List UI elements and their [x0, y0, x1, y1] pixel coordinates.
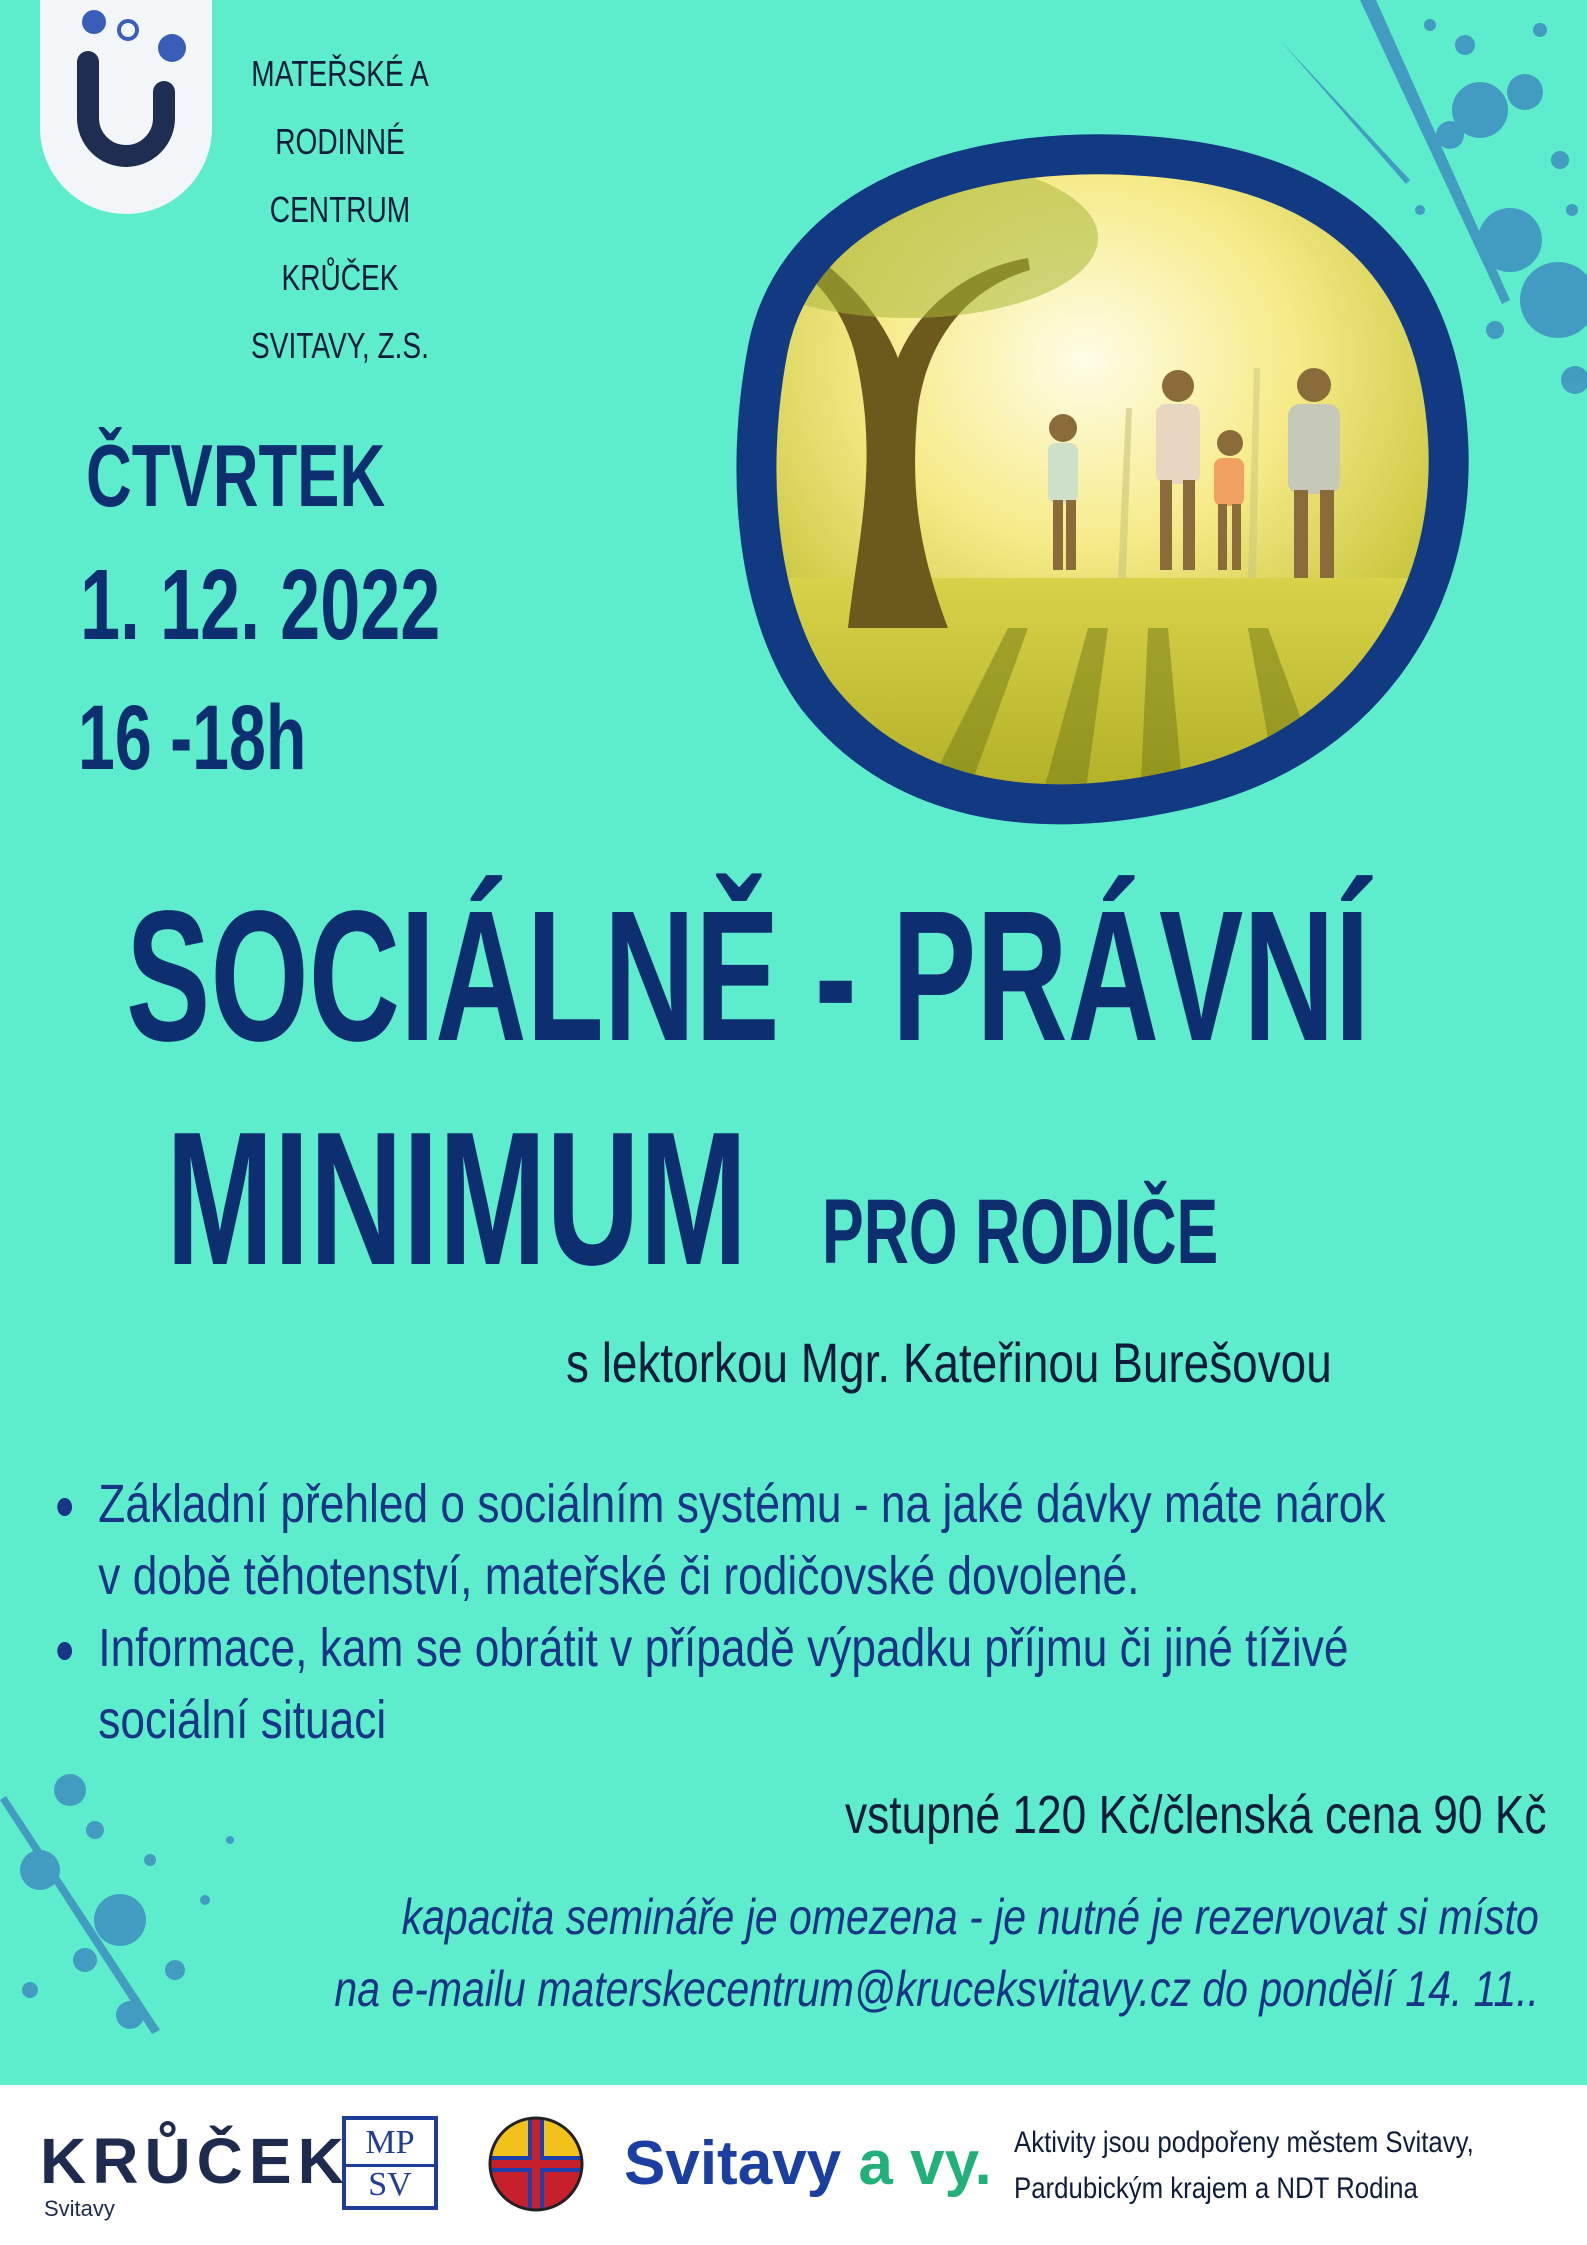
- svitavy-logo-accent: a vy.: [858, 2129, 992, 2198]
- krucek-logo-subtext: Svitavy: [44, 2196, 115, 2221]
- mpsv-logo-top: MP: [346, 2124, 434, 2167]
- kruchek-u-logo-icon: [40, 0, 212, 214]
- bullet-icon: [57, 1642, 72, 1660]
- paint-splash-bottom-left: [0, 1760, 320, 2060]
- lecturer-line: s lektorkou Mgr. Kateřinou Burešovou: [566, 1331, 1332, 1394]
- mpsv-logo-bottom: SV: [368, 2166, 412, 2203]
- svitavy-logo-main: Svitavy: [624, 2129, 842, 2198]
- krucek-logo-text: KRŮČEK: [40, 2125, 350, 2197]
- list-item: [54, 1612, 1574, 1756]
- list-item-line: sociální situaci: [98, 1690, 387, 1750]
- svitavy-a-vy-logo: [624, 2128, 992, 2199]
- title-line-1: SOCIÁLNĚ - PRÁVNÍ: [126, 873, 1370, 1080]
- bullet-icon: [57, 1498, 72, 1516]
- list-item: [54, 1468, 1574, 1612]
- org-line: KRŮČEK: [281, 257, 399, 298]
- price-info: vstupné 120 Kč/členská cena 90 Kč: [845, 1785, 1547, 1845]
- reservation-note-line-1: kapacita semináře je omezena - je nutné je rezervovat si místo: [401, 1889, 1539, 1945]
- organization-name: [243, 40, 438, 380]
- reservation-note-line-2: na e-mailu materskecentrum@kruceksvitavy.cz do pondělí 14. 11..: [334, 1961, 1539, 2017]
- org-line: SVITAVY, Z.S.: [251, 325, 429, 366]
- flag-emblem-icon: [488, 2116, 584, 2212]
- org-line: CENTRUM: [269, 189, 411, 230]
- support-line: Pardubickým krajem a NDT Rodina: [1014, 2172, 1418, 2205]
- title-suffix: PRO RODIČE: [822, 1181, 1219, 1283]
- event-day: ČTVRTEK: [86, 426, 386, 525]
- topic-list: [54, 1468, 1587, 1756]
- list-item-line: v době těhotenství, mateřské či rodičovské dovolené.: [98, 1546, 1140, 1606]
- event-date: 1. 12. 2022: [80, 549, 441, 661]
- family-photo: [648, 108, 1488, 848]
- support-note: [1014, 2120, 1474, 2212]
- support-line: Aktivity jsou podpořeny městem Svitavy,: [1014, 2126, 1474, 2159]
- list-item-line: Základní přehled o sociálním systému - na jaké dávky máte nárok: [98, 1474, 1386, 1534]
- title-line-2: MINIMUM: [166, 1093, 748, 1305]
- list-item-line: Informace, kam se obrátit v případě výpadku příjmu či jiné tíživé: [98, 1618, 1349, 1678]
- mpsv-logo-icon: [342, 2116, 438, 2210]
- org-line: MATEŘSKÉ A: [251, 53, 429, 94]
- kruchek-logo-tile: [40, 0, 212, 214]
- event-time: 16 -18h: [78, 687, 307, 789]
- org-line: RODINNÉ: [275, 121, 405, 162]
